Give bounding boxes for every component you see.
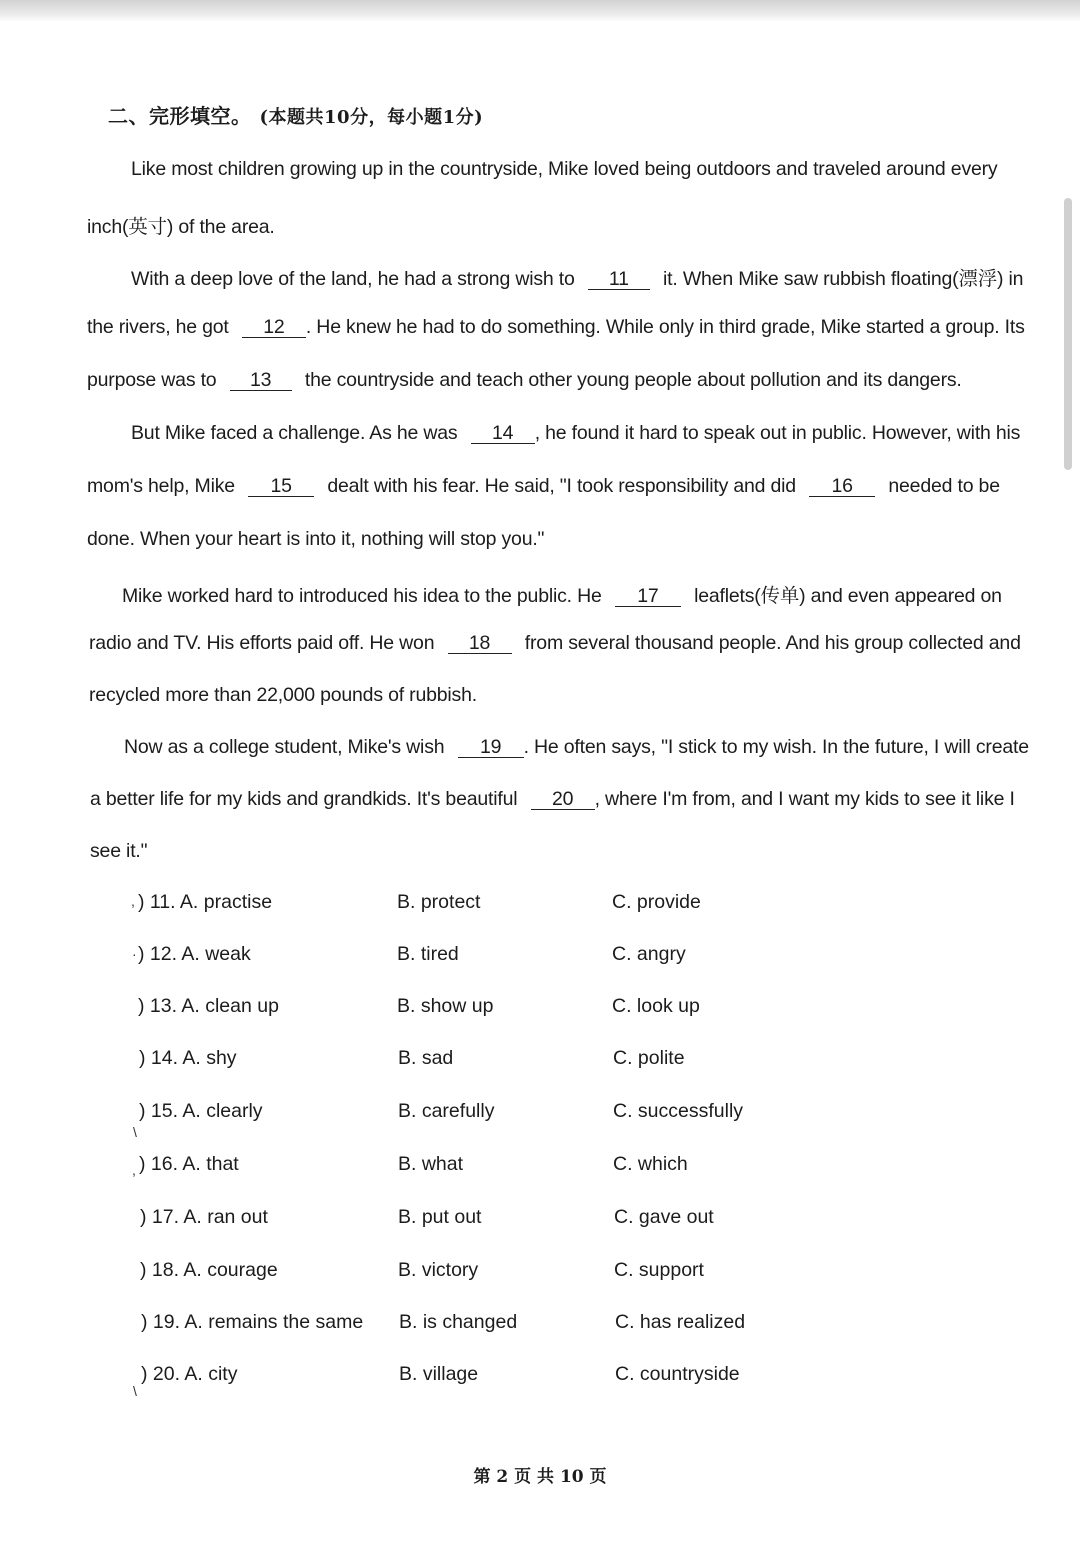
option-b[interactable]: B. village bbox=[399, 1363, 479, 1385]
passage-text: recycled more than 22,000 pounds of rubbish. bbox=[89, 684, 477, 706]
passage-line bbox=[90, 840, 147, 863]
section-note: (本题共10分，每小题1分) bbox=[259, 107, 484, 128]
option-b[interactable]: B. show up bbox=[397, 995, 494, 1017]
option-c[interactable]: C. has realized bbox=[615, 1311, 746, 1333]
option-b[interactable]: B. what bbox=[398, 1153, 464, 1175]
passage-line bbox=[122, 580, 1002, 608]
passage-text: Now as a college student, Mike's wish bbox=[124, 736, 445, 758]
option-a[interactable]: ) 13. A. clean up bbox=[138, 995, 279, 1017]
passage-text: radio and TV. His efforts paid off. He won bbox=[89, 632, 435, 654]
option-a[interactable]: ) 12. A. weak bbox=[138, 943, 251, 965]
option-c[interactable]: C. countryside bbox=[615, 1363, 740, 1385]
passage-line bbox=[87, 475, 1000, 498]
passage-line bbox=[87, 211, 275, 239]
option-a[interactable]: ) 15. A. clearly bbox=[139, 1100, 263, 1122]
passage-text: done. When your heart is into it, nothing will stop you." bbox=[87, 528, 545, 550]
option-b[interactable]: B. is changed bbox=[399, 1311, 518, 1333]
pen-mark: \ bbox=[133, 1383, 137, 1399]
passage-text: , where I'm from, and I want my kids to see it like I bbox=[594, 788, 1015, 810]
option-c[interactable]: C. which bbox=[613, 1153, 688, 1175]
passage-text: purpose was to bbox=[87, 369, 217, 391]
passage-line bbox=[89, 632, 1021, 655]
passage-text: dealt with his fear. He said, "I took responsibility and did bbox=[327, 475, 796, 497]
passage-line bbox=[131, 263, 1024, 291]
blank-14[interactable]: 14 bbox=[471, 424, 535, 444]
option-c[interactable]: C. support bbox=[614, 1259, 704, 1281]
option-b[interactable]: B. carefully bbox=[398, 1100, 495, 1122]
pen-mark: \ bbox=[133, 1124, 137, 1140]
blank-18[interactable]: 18 bbox=[448, 634, 512, 654]
passage-text: from several thousand people. And his group collected and bbox=[524, 632, 1021, 654]
pen-mark: · bbox=[132, 946, 137, 962]
passage-text: Like most children growing up in the countryside, Mike loved being outdoors and traveled around every bbox=[131, 158, 998, 180]
passage-text: . He knew he had to do something. While only in third grade, Mike started a group. Its bbox=[305, 316, 1025, 338]
option-c[interactable]: C. gave out bbox=[614, 1206, 714, 1228]
passage-text: inch(英寸) of the area. bbox=[87, 216, 275, 238]
option-a[interactable]: ) 16. A. that bbox=[139, 1153, 239, 1175]
passage-line bbox=[87, 369, 962, 392]
blank-15[interactable]: 15 bbox=[248, 477, 314, 497]
passage-text: . He often says, "I stick to my wish. In the future, I will create bbox=[523, 736, 1029, 758]
option-b[interactable]: B. sad bbox=[398, 1047, 454, 1069]
passage-line bbox=[89, 684, 477, 707]
pen-mark: , bbox=[131, 893, 135, 909]
option-c[interactable]: C. polite bbox=[613, 1047, 685, 1069]
blank-17[interactable]: 17 bbox=[615, 587, 681, 607]
option-b[interactable]: B. put out bbox=[398, 1206, 482, 1228]
blank-16[interactable]: 16 bbox=[809, 477, 875, 497]
option-a[interactable]: ) 17. A. ran out bbox=[140, 1206, 268, 1228]
passage-text: mom's help, Mike bbox=[87, 475, 235, 497]
blank-19[interactable]: 19 bbox=[458, 738, 524, 758]
option-a[interactable]: ) 14. A. shy bbox=[139, 1047, 237, 1069]
passage-line bbox=[87, 528, 544, 551]
passage-text: , he found it hard to speak out in public. However, with his bbox=[534, 422, 1021, 444]
passage-line bbox=[124, 736, 1029, 759]
blank-20[interactable]: 20 bbox=[531, 790, 595, 810]
blank-12[interactable]: 12 bbox=[242, 318, 306, 338]
viewer-top-bar bbox=[0, 0, 1080, 22]
option-a[interactable]: ) 20. A. city bbox=[141, 1363, 238, 1385]
passage-text: Mike worked hard to introduced his idea to the public. He bbox=[122, 585, 602, 607]
option-c[interactable]: C. provide bbox=[612, 891, 701, 913]
option-b[interactable]: B. tired bbox=[397, 943, 459, 965]
passage-text: But Mike faced a challenge. As he was bbox=[131, 422, 458, 444]
option-a[interactable]: ) 19. A. remains the same bbox=[141, 1311, 364, 1333]
passage-text: a better life for my kids and grandkids. It's beautiful bbox=[90, 788, 518, 810]
option-b[interactable]: B. protect bbox=[397, 891, 481, 913]
option-b[interactable]: B. victory bbox=[398, 1259, 479, 1281]
option-c[interactable]: C. look up bbox=[612, 995, 700, 1017]
passage-line bbox=[90, 788, 1015, 811]
option-c[interactable]: C. angry bbox=[612, 943, 686, 965]
passage-text: the rivers, he got bbox=[87, 316, 229, 338]
option-a[interactable]: ) 18. A. courage bbox=[140, 1259, 278, 1281]
passage-text: it. When Mike saw rubbish floating(漂浮) in bbox=[663, 268, 1024, 290]
page-footer: 第 2 页 共 10 页 bbox=[473, 1467, 607, 1487]
passage-text: the countryside and teach other young people about pollution and its dangers. bbox=[304, 369, 962, 391]
passage-text: With a deep love of the land, he had a strong wish to bbox=[131, 268, 575, 290]
passage-line bbox=[131, 422, 1020, 445]
section-heading bbox=[108, 100, 483, 129]
scrollbar-thumb[interactable] bbox=[1064, 198, 1072, 470]
passage-text: leaflets(传单) and even appeared on bbox=[694, 585, 1002, 607]
passage-line bbox=[131, 158, 998, 181]
passage-text: see it." bbox=[90, 840, 148, 862]
section-title: 二、完形填空。 bbox=[108, 104, 252, 128]
passage-line bbox=[87, 316, 1025, 339]
option-a[interactable]: ) 11. A. practise bbox=[138, 891, 273, 913]
passage-text: needed to be bbox=[888, 475, 1000, 497]
option-c[interactable]: C. successfully bbox=[613, 1100, 744, 1122]
pen-mark: , bbox=[132, 1162, 136, 1178]
blank-13[interactable]: 13 bbox=[230, 371, 292, 391]
blank-11[interactable]: 11 bbox=[588, 270, 650, 290]
